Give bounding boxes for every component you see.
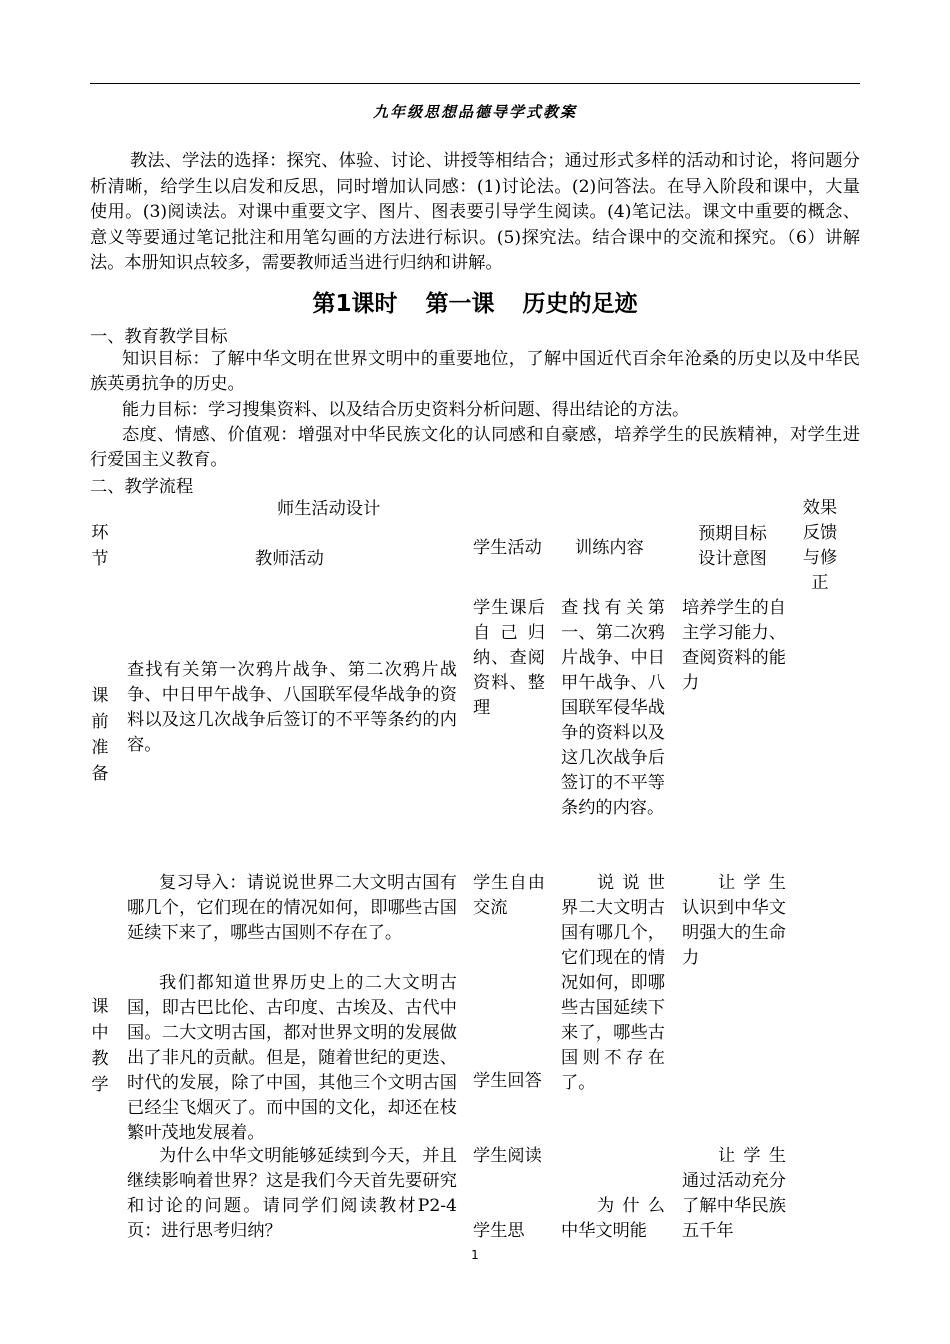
lesson-title	[0, 285, 950, 318]
class-student-answer: 学生回答	[473, 1071, 542, 1091]
header-goal: 预期目标设计意图	[698, 524, 767, 569]
header-teacher: 教师活动	[255, 549, 324, 569]
class-student-read: 学生阅读	[473, 1146, 542, 1166]
attitude-goal: 态度、情感、价值观：增强对中华民族文化的认同感和自豪感，培养学生的民族精神，对学生进行爱国主义教育。	[90, 425, 860, 470]
class-student-think: 学生思	[473, 1221, 525, 1241]
stage-prep: 课前准备	[91, 686, 109, 784]
header-title: 九年级思想品德导学式教案	[372, 103, 577, 121]
class-teacher-question: 为什么中华文明能够延续到今天，并且继续影响着世界？这是我们今天首先要研究和讨论的问题。请同学们阅读教材P2-4页：进行思考归纳？	[127, 1146, 457, 1241]
class-student-discuss: 学生自由交流	[473, 873, 545, 918]
header-student: 学生活动	[473, 538, 542, 558]
header-stage: 环节	[91, 523, 109, 569]
prep-teacher-activity: 查找有关第一次鸦片战争、第二次鸦片战争、中日甲午战争、八国联军侵华战争的资料以及这几次战争后签订的不平等条约的内容。	[127, 660, 457, 755]
lesson-name: 历史的足迹	[522, 291, 638, 317]
class-training-1: 说说世界二大文明古国有哪几个，它们现在的情况如何，即哪些古国延续下来了，哪些古国则不存在了。	[561, 873, 665, 1093]
class-goal-2: 让学生通过活动充分了解中华民族五千年	[682, 1146, 786, 1241]
page-number: 1	[471, 1248, 479, 1262]
class-goal-1: 让学生认识到中华文明强大的生命力	[682, 873, 786, 968]
prep-goal: 培养学生的自主学习能力、查阅资料的能力	[682, 598, 786, 693]
header-training: 训练内容	[575, 538, 644, 558]
stage-class: 课中教学	[91, 997, 109, 1095]
section-heading-goals: 一、教育教学目标	[90, 327, 228, 347]
prep-training-content: 查找有关第一、第二次鸦片战争、中日甲午战争、八国联军侵华战争的资料以及这几次战争后签订的不平等条约的内容。	[561, 598, 665, 818]
class-teacher-intro: 复习导入：请说说世界二大文明古国有哪几个，它们现在的情况如何，即哪些古国延续下来了，哪些古国则不存在了。	[127, 873, 457, 943]
prep-student-activity: 学生课后自己归纳、查阅资料、整理	[473, 598, 545, 718]
section-heading-flow: 二、教学流程	[90, 477, 194, 497]
knowledge-goal: 知识目标：了解中华文明在世界文明中的重要地位，了解中国近代百余年沧桑的历史以及中华民族英勇抗争的历史。	[90, 349, 860, 394]
header-feedback: 效果反馈与修正	[802, 498, 838, 593]
header-design: 师生活动设计	[277, 499, 381, 519]
class-training-2: 为什么中华文明能	[561, 1196, 665, 1241]
lesson-number: 第一课	[425, 291, 495, 317]
ability-goal: 能力目标：学习搜集资料、以及结合历史资料分析问题、得出结论的方法。	[122, 400, 690, 420]
header-rule	[90, 83, 860, 84]
lesson-period: 第1课时	[312, 291, 398, 317]
class-teacher-explain: 我们都知道世界历史上的二大文明古国，即古巴比伦、古印度、古埃及、古代中国。二大文明古国，都对世界文明的发展做出了非凡的贡献。但是，随着世纪的更迭、时代的发展，除了中国，其他三个文明古国已经尘飞烟灭了。而中国的文化，却还在枝繁叶茂地发展着。	[127, 973, 457, 1143]
intro-paragraph: 教法、学法的选择：探究、体验、讨论、讲授等相结合；通过形式多样的活动和讨论，将问题分析清晰，给学生以启发和反思，同时增加认同感：(1)讨论法。(2)问答法。在导入阶段和课中，大量使用。(3)阅读法。对课中重要文字、图片、图表要引导学生阅读。(4)笔记法。课文中重要的概念、意义等要通过笔记批注和用笔勾画的方法进行标识。(5)探究法。结合课中的交流和探究。（6）讲解法。本册知识点较多，需要教师适当进行归纳和讲解。	[90, 151, 860, 273]
